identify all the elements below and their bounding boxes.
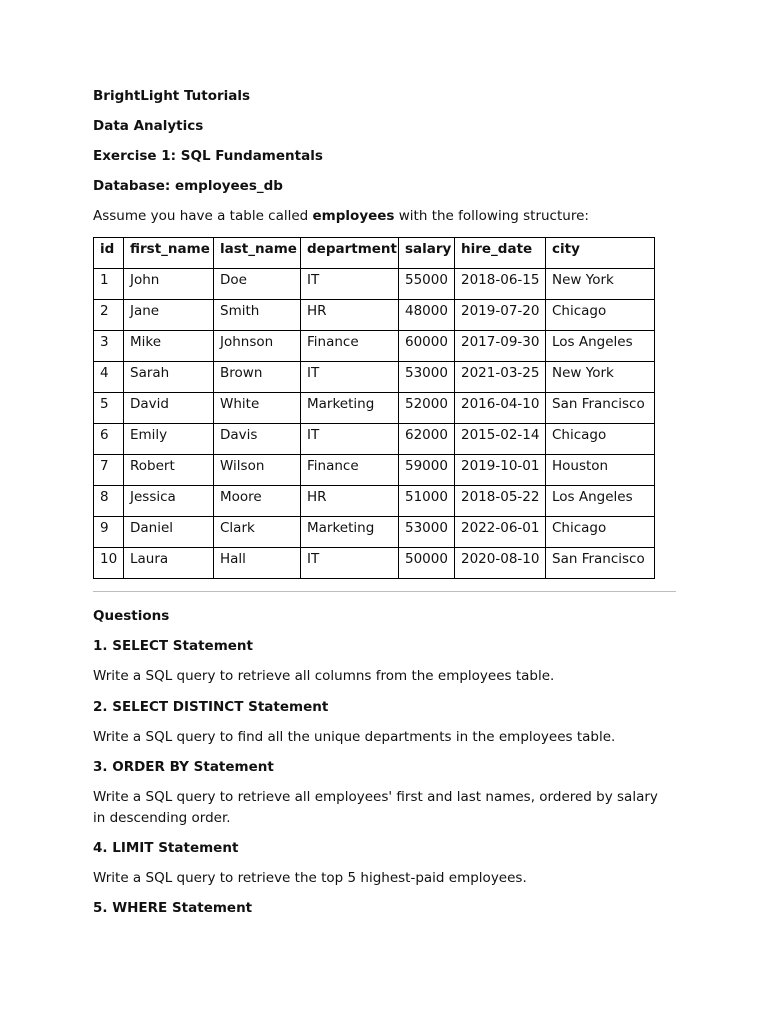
table-cell: Jane — [124, 300, 214, 331]
question-title: 3. ORDER BY Statement — [93, 759, 274, 775]
course-title: Data Analytics — [93, 118, 204, 134]
table-cell: 2017-09-30 — [455, 331, 546, 362]
table-cell: 6 — [94, 424, 124, 455]
database-label: Database: employees_db — [93, 178, 283, 194]
table-row — [94, 331, 655, 362]
table-cell: 7 — [94, 455, 124, 486]
table-cell: 62000 — [399, 424, 455, 455]
column-header: city — [546, 238, 655, 269]
question-title: 5. WHERE Statement — [93, 900, 253, 916]
intro-after: with the following structure: — [394, 208, 589, 224]
column-header: id — [94, 238, 124, 269]
table-cell: 1 — [94, 269, 124, 300]
table-cell: 52000 — [399, 393, 455, 424]
table-cell: 2016-04-10 — [455, 393, 546, 424]
table-cell: Moore — [214, 486, 301, 517]
table-cell: IT — [301, 424, 399, 455]
question-text: Write a SQL query to retrieve all employees' first and last names, ordered by salary in descending order. — [93, 789, 658, 826]
question-title: 2. SELECT DISTINCT Statement — [93, 699, 329, 715]
column-header: department — [301, 238, 399, 269]
table-cell: Houston — [546, 455, 655, 486]
table-cell: 51000 — [399, 486, 455, 517]
table-row — [94, 362, 655, 393]
question-text: Write a SQL query to retrieve the top 5 highest-paid employees. — [93, 870, 527, 886]
question-text: Write a SQL query to retrieve all columns from the employees table. — [93, 668, 555, 684]
table-cell: Marketing — [301, 393, 399, 424]
table-cell: New York — [546, 269, 655, 300]
table-cell: Brown — [214, 362, 301, 393]
table-cell: 59000 — [399, 455, 455, 486]
table-cell: 10 — [94, 548, 124, 579]
table-cell: 2015-02-14 — [455, 424, 546, 455]
intro-table-name: employees — [312, 208, 395, 224]
table-cell: 60000 — [399, 331, 455, 362]
table-cell: Finance — [301, 331, 399, 362]
table-cell: David — [124, 393, 214, 424]
table-cell: 50000 — [399, 548, 455, 579]
column-header: hire_date — [455, 238, 546, 269]
table-cell: Finance — [301, 455, 399, 486]
table-cell: 48000 — [399, 300, 455, 331]
question-title: 1. SELECT Statement — [93, 638, 253, 654]
table-cell: 9 — [94, 517, 124, 548]
table-cell: Chicago — [546, 424, 655, 455]
column-header: first_name — [124, 238, 214, 269]
question-text: Write a SQL query to find all the unique departments in the employees table. — [93, 729, 616, 745]
table-cell: Los Angeles — [546, 486, 655, 517]
table-cell: 3 — [94, 331, 124, 362]
table-cell: Doe — [214, 269, 301, 300]
org-title: BrightLight Tutorials — [93, 88, 251, 104]
table-cell: Johnson — [214, 331, 301, 362]
document-page — [93, 86, 676, 928]
table-cell: 2020-08-10 — [455, 548, 546, 579]
table-cell: 2021-03-25 — [455, 362, 546, 393]
table-cell: HR — [301, 486, 399, 517]
table-cell: Emily — [124, 424, 214, 455]
questions-heading: Questions — [93, 608, 170, 624]
table-cell: 2019-07-20 — [455, 300, 546, 331]
table-cell: 8 — [94, 486, 124, 517]
table-cell: 2 — [94, 300, 124, 331]
table-row — [94, 269, 655, 300]
table-cell: Laura — [124, 548, 214, 579]
table-cell: San Francisco — [546, 393, 655, 424]
table-cell: Daniel — [124, 517, 214, 548]
question-title: 4. LIMIT Statement — [93, 840, 239, 856]
table-cell: Davis — [214, 424, 301, 455]
table-cell: San Francisco — [546, 548, 655, 579]
table-row — [94, 548, 655, 579]
table-cell: 2018-06-15 — [455, 269, 546, 300]
table-row — [94, 393, 655, 424]
table-cell: Jessica — [124, 486, 214, 517]
table-cell: 2019-10-01 — [455, 455, 546, 486]
table-row — [94, 455, 655, 486]
table-cell: Wilson — [214, 455, 301, 486]
table-cell: New York — [546, 362, 655, 393]
table-cell: Mike — [124, 331, 214, 362]
table-cell: Smith — [214, 300, 301, 331]
table-cell: IT — [301, 269, 399, 300]
intro-before: Assume you have a table called — [93, 208, 313, 224]
table-cell: 53000 — [399, 517, 455, 548]
table-cell: 2018-05-22 — [455, 486, 546, 517]
table-row — [94, 517, 655, 548]
table-cell: Chicago — [546, 517, 655, 548]
table-header-row — [94, 238, 655, 269]
table-cell: 4 — [94, 362, 124, 393]
column-header: last_name — [214, 238, 301, 269]
table-cell: IT — [301, 362, 399, 393]
table-cell: Clark — [214, 517, 301, 548]
exercise-title: Exercise 1: SQL Fundamentals — [93, 148, 323, 164]
table-cell: 2022-06-01 — [455, 517, 546, 548]
table-row — [94, 486, 655, 517]
table-row — [94, 300, 655, 331]
table-cell: Robert — [124, 455, 214, 486]
table-cell: HR — [301, 300, 399, 331]
table-cell: Marketing — [301, 517, 399, 548]
table-cell: 53000 — [399, 362, 455, 393]
table-row — [94, 424, 655, 455]
table-cell: Sarah — [124, 362, 214, 393]
table-cell: IT — [301, 548, 399, 579]
table-cell: John — [124, 269, 214, 300]
table-cell: 55000 — [399, 269, 455, 300]
table-cell: Hall — [214, 548, 301, 579]
table-cell: Los Angeles — [546, 331, 655, 362]
column-header: salary — [399, 238, 455, 269]
horizontal-divider — [93, 591, 676, 592]
intro-text — [93, 206, 676, 226]
employees-table — [93, 237, 655, 579]
table-cell: 5 — [94, 393, 124, 424]
table-cell: Chicago — [546, 300, 655, 331]
table-cell: White — [214, 393, 301, 424]
